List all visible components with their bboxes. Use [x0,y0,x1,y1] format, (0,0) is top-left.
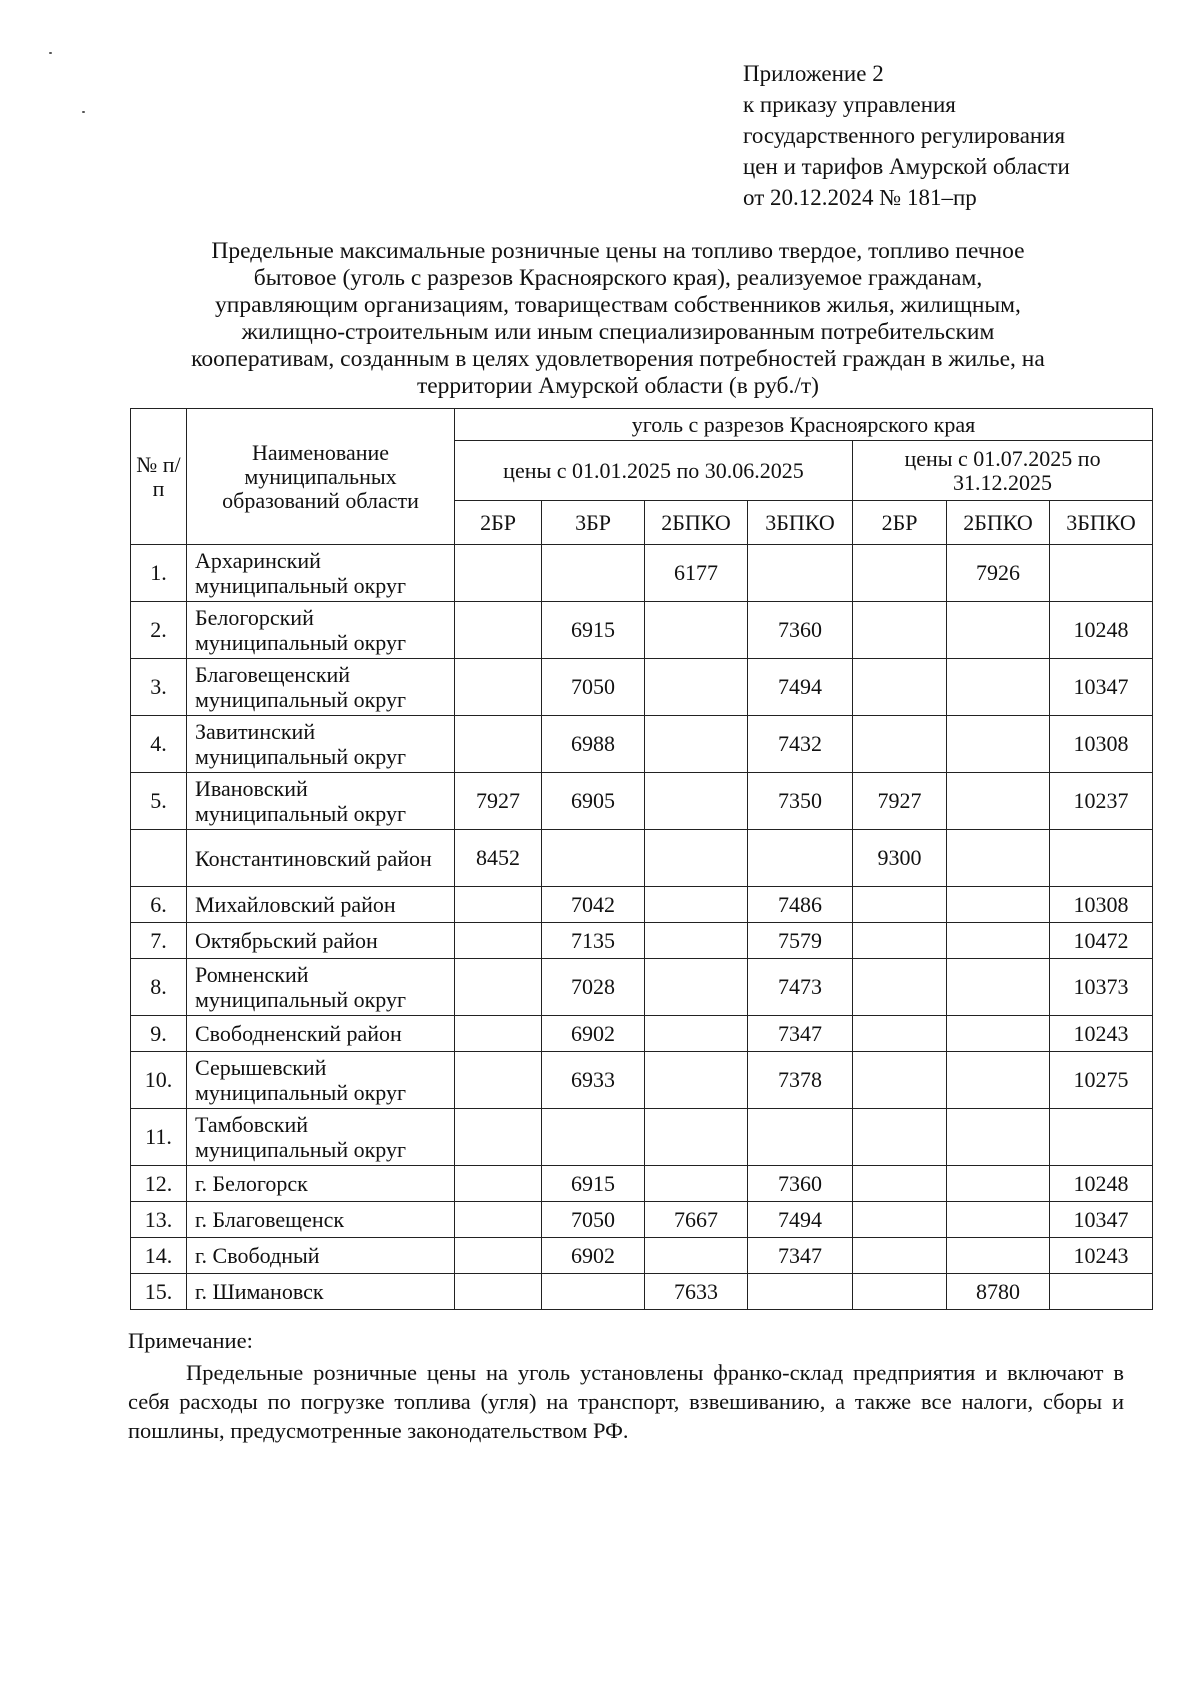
title-line: управляющим организациям, товариществам собственников жилья, жилищным, [215,292,1021,318]
price-cell [853,1202,947,1238]
row-number: 15. [131,1274,187,1310]
price-cell [455,602,542,659]
table-row [131,923,1153,959]
row-number: 2. [131,602,187,659]
price-cell [645,659,748,716]
price-cell [947,659,1050,716]
municipality-name: Октябрьский район [187,923,455,959]
price-cell [1050,1274,1153,1310]
subheader-2bpko-p2: 2БПКО [947,501,1050,545]
row-number: 9. [131,1016,187,1052]
price-cell: 7579 [748,923,853,959]
price-cell: 7050 [542,1202,645,1238]
municipality-name: Ромненский муниципальный округ [187,959,455,1016]
price-cell: 7360 [748,1166,853,1202]
table-row [131,1202,1153,1238]
municipality-name: г. Шимановск [187,1274,455,1310]
document-title [118,238,1118,400]
price-cell: 6988 [542,716,645,773]
appendix-line: Приложение 2 [743,61,884,86]
price-cell [1050,545,1153,602]
price-cell [645,887,748,923]
price-cell: 7494 [748,659,853,716]
price-cell: 6902 [542,1238,645,1274]
price-cell: 6915 [542,602,645,659]
price-cell [645,959,748,1016]
price-cell [1050,1109,1153,1166]
price-cell [748,545,853,602]
price-cell [542,1109,645,1166]
appendix-line: цен и тарифов Амурской области [743,154,1070,179]
price-cell: 7050 [542,659,645,716]
row-number: 10. [131,1052,187,1109]
price-cell [645,1052,748,1109]
price-cell [853,602,947,659]
price-cell [455,1166,542,1202]
header-municipality: Наименование муниципальных образований области [187,409,455,545]
price-cell: 8452 [455,830,542,887]
price-cell: 7486 [748,887,853,923]
price-cell [853,1052,947,1109]
price-cell [947,1109,1050,1166]
price-cell: 7350 [748,773,853,830]
price-cell [947,1238,1050,1274]
price-cell [947,923,1050,959]
price-cell: 10237 [1050,773,1153,830]
price-cell: 10275 [1050,1052,1153,1109]
row-number: 13. [131,1202,187,1238]
price-cell [947,602,1050,659]
appendix-line: от 20.12.2024 № 181–пр [743,185,977,210]
subheader-2br-p1: 2БР [455,501,542,545]
table-row [131,602,1153,659]
price-cell: 7667 [645,1202,748,1238]
price-cell [853,545,947,602]
municipality-name: Белогорский муниципальный округ [187,602,455,659]
price-cell [645,923,748,959]
price-cell [455,1052,542,1109]
row-number: 5. [131,773,187,830]
title-line: Предельные максимальные розничные цены на топливо твердое, топливо печное [211,238,1025,264]
price-cell [947,773,1050,830]
row-number: 6. [131,887,187,923]
price-cell [645,1238,748,1274]
price-cell [947,1166,1050,1202]
subheader-2bpko-p1: 2БПКО [645,501,748,545]
appendix-header [743,58,1070,213]
price-cell [853,887,947,923]
price-cell [455,959,542,1016]
row-number: 8. [131,959,187,1016]
price-cell [645,830,748,887]
price-cell [645,602,748,659]
price-cell [542,545,645,602]
row-number [131,830,187,887]
price-cell [853,1016,947,1052]
price-cell: 8780 [947,1274,1050,1310]
row-number: 4. [131,716,187,773]
price-cell [455,1274,542,1310]
price-cell: 10373 [1050,959,1153,1016]
price-cell: 7347 [748,1016,853,1052]
municipality-name: Благовещенский муниципальный округ [187,659,455,716]
price-cell: 10248 [1050,1166,1153,1202]
price-cell [455,659,542,716]
price-cell [1050,830,1153,887]
table-row [131,659,1153,716]
price-cell [455,545,542,602]
price-cell [455,1202,542,1238]
municipality-name: г. Белогорск [187,1166,455,1202]
price-cell [645,1109,748,1166]
row-number: 14. [131,1238,187,1274]
title-line: бытовое (уголь с разрезов Красноярского края), реализуемое гражданам, [253,265,983,291]
table-row [131,959,1153,1016]
price-cell [645,1016,748,1052]
price-cell [853,1166,947,1202]
price-cell: 7347 [748,1238,853,1274]
municipality-name: г. Благовещенск [187,1202,455,1238]
table-row [131,1274,1153,1310]
table-row [131,1166,1153,1202]
row-number: 1. [131,545,187,602]
price-cell: 10308 [1050,716,1153,773]
municipality-name: Константиновский район [187,830,455,887]
price-cell [645,716,748,773]
price-cell: 7494 [748,1202,853,1238]
municipality-name: Свободненский район [187,1016,455,1052]
subheader-3bpko-p2: 3БПКО [1050,501,1153,545]
price-cell [645,773,748,830]
header-coal-group: уголь с разрезов Красноярского края [455,409,1153,441]
price-cell [853,1274,947,1310]
price-cell [853,1238,947,1274]
municipality-name: Ивановский муниципальный округ [187,773,455,830]
price-cell: 7926 [947,545,1050,602]
price-cell [853,923,947,959]
price-cell: 7432 [748,716,853,773]
price-cell: 7473 [748,959,853,1016]
price-cell [947,1052,1050,1109]
price-cell [645,1166,748,1202]
scan-speck [82,111,85,113]
price-cell [542,830,645,887]
table-row [131,716,1153,773]
municipality-name: г. Свободный [187,1238,455,1274]
price-cell: 7360 [748,602,853,659]
table-row [131,773,1153,830]
price-cell: 6905 [542,773,645,830]
price-cell: 6915 [542,1166,645,1202]
table-row [131,1052,1153,1109]
row-number: 11. [131,1109,187,1166]
price-cell: 10347 [1050,1202,1153,1238]
price-cell: 10472 [1050,923,1153,959]
note-heading: Примечание: [128,1328,253,1353]
price-cell: 9300 [853,830,947,887]
price-cell [542,1274,645,1310]
price-cell: 6177 [645,545,748,602]
price-cell [947,1202,1050,1238]
row-number: 12. [131,1166,187,1202]
price-cell [455,887,542,923]
price-cell [455,923,542,959]
price-cell [947,716,1050,773]
price-cell: 7028 [542,959,645,1016]
price-cell [455,1016,542,1052]
price-cell [455,1109,542,1166]
title-line: кооперативам, созданным в целях удовлетворения потребностей граждан в жилье, на [191,346,1045,372]
price-cell [853,959,947,1016]
price-cell: 10243 [1050,1238,1153,1274]
price-cell: 7378 [748,1052,853,1109]
header-row-number: № п/п [131,409,187,545]
municipality-name: Завитинский муниципальный округ [187,716,455,773]
price-cell: 6933 [542,1052,645,1109]
price-cell: 7633 [645,1274,748,1310]
price-cell [947,1016,1050,1052]
table-row [131,545,1153,602]
title-line: территории Амурской области (в руб./т) [416,373,820,399]
table-body [131,545,1153,1310]
row-number: 7. [131,923,187,959]
table-row [131,1016,1153,1052]
table-row [131,887,1153,923]
price-cell [947,887,1050,923]
scan-speck [49,52,52,54]
price-cell: 10308 [1050,887,1153,923]
price-cell [455,1238,542,1274]
price-cell [947,830,1050,887]
price-cell: 7927 [853,773,947,830]
price-cell [853,1109,947,1166]
price-cell [455,716,542,773]
price-cell: 7042 [542,887,645,923]
note-text: Предельные розничные цены на уголь установлены франко-склад предприятия и включают в себя расходы по погрузке топлива (угля) на транспорт, взвешиванию, а также все налоги, сборы и пошлины, предусмотренные законодательством РФ. [128,1360,1124,1443]
price-table [130,408,1153,1310]
price-cell [748,1274,853,1310]
municipality-name: Серышевский муниципальный округ [187,1052,455,1109]
municipality-name: Михайловский район [187,887,455,923]
price-cell [853,716,947,773]
table-row [131,830,1153,887]
price-cell [748,830,853,887]
title-line: жилищно-строительным или иным специализированным потребительским [241,319,995,345]
appendix-line: к приказу управления [743,92,956,117]
price-cell: 6902 [542,1016,645,1052]
price-cell: 10347 [1050,659,1153,716]
municipality-name: Тамбовский муниципальный округ [187,1109,455,1166]
price-cell: 10243 [1050,1016,1153,1052]
price-cell: 7927 [455,773,542,830]
appendix-line: государственного регулирования [743,123,1066,148]
table-row [131,1109,1153,1166]
price-cell [947,959,1050,1016]
subheader-3br-p1: 3БР [542,501,645,545]
price-cell [748,1109,853,1166]
subheader-2br-p2: 2БР [853,501,947,545]
table-row [131,1238,1153,1274]
municipality-name: Архаринский муниципальный округ [187,545,455,602]
header-period-2: цены с 01.07.2025 по 31.12.2025 [853,441,1153,501]
price-cell: 10248 [1050,602,1153,659]
price-cell [853,659,947,716]
header-period-1: цены с 01.01.2025 по 30.06.2025 [455,441,853,501]
price-cell: 7135 [542,923,645,959]
row-number: 3. [131,659,187,716]
subheader-3bpko-p1: 3БПКО [748,501,853,545]
